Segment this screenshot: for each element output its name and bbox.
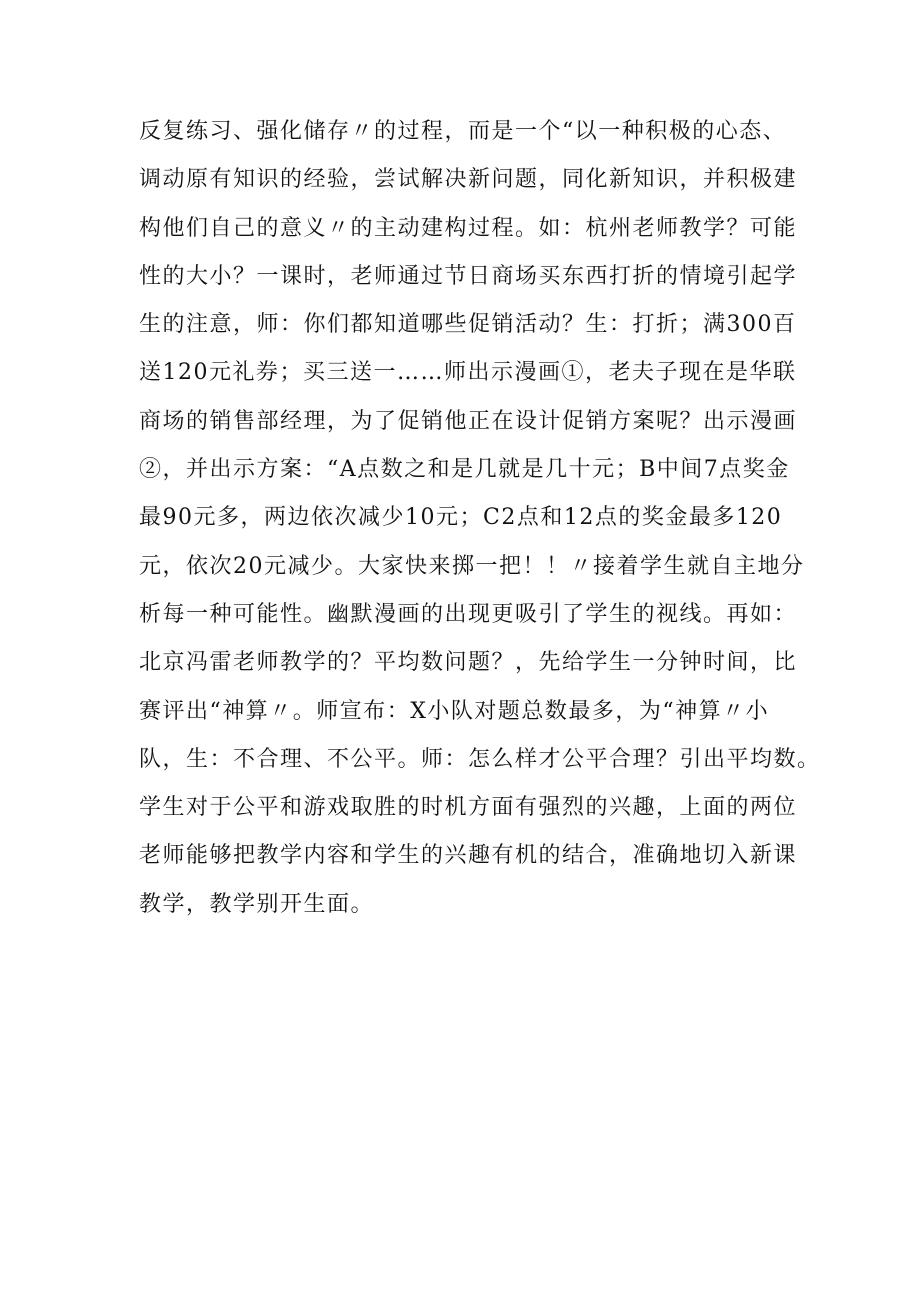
text-line: 商场的销售部经理，为了促销他正在设计促销方案呢？出示漫画 [139,408,798,434]
text-line: 北京冯雷老师教学的？平均数问题？，先给学生一分钟时间，比 [139,650,798,676]
text-line: 送120元礼券；买三送一……师出示漫画①，老夫子现在是华联 [139,360,797,386]
text-line: 赛评出“神算〃。师宣布：X小队对题总数最多，为“神算〃小 [139,698,770,724]
text-line: ②，并出示方案：“A点数之和是几就是几十元；B中间7点奖金 [139,457,790,483]
text-line: 学生对于公平和游戏取胜的时机方面有强烈的兴趣，上面的两位 [139,795,798,821]
text-line: 析每一种可能性。幽默漫画的出现更吸引了学生的视线。再如： [139,601,798,627]
text-line: 队，生：不合理、不公平。师：怎么样才公平合理？引出平均数。 [139,746,821,772]
text-line: 调动原有知识的经验，尝试解决新问题，同化新知识，并积极建 [139,167,798,193]
text-line: 教学，教学别开生面。 [139,891,375,917]
body-paragraph [139,108,839,929]
text-line: 元，依次20元减少。大家快来掷一把！！〃接着学生就自主地分 [139,553,805,579]
text-line: 最90元多，两边依次减少10元；C2点和12点的奖金最多120 [139,505,783,531]
text-line: 反复练习、强化储存〃的过程，而是一个“以一种积极的心态、 [139,119,787,144]
text-line: 性的大小？一课时，老师通过节日商场买东西打折的情境引起学 [139,263,798,289]
text-line: 构他们自己的意义〃的主动建构过程。如：杭州老师教学？可能 [139,215,798,241]
text-line: 老师能够把教学内容和学生的兴趣有机的结合，准确地切入新课 [139,843,798,869]
text-line: 生的注意，师：你们都知道哪些促销活动？生：打折；满300百 [139,312,797,338]
